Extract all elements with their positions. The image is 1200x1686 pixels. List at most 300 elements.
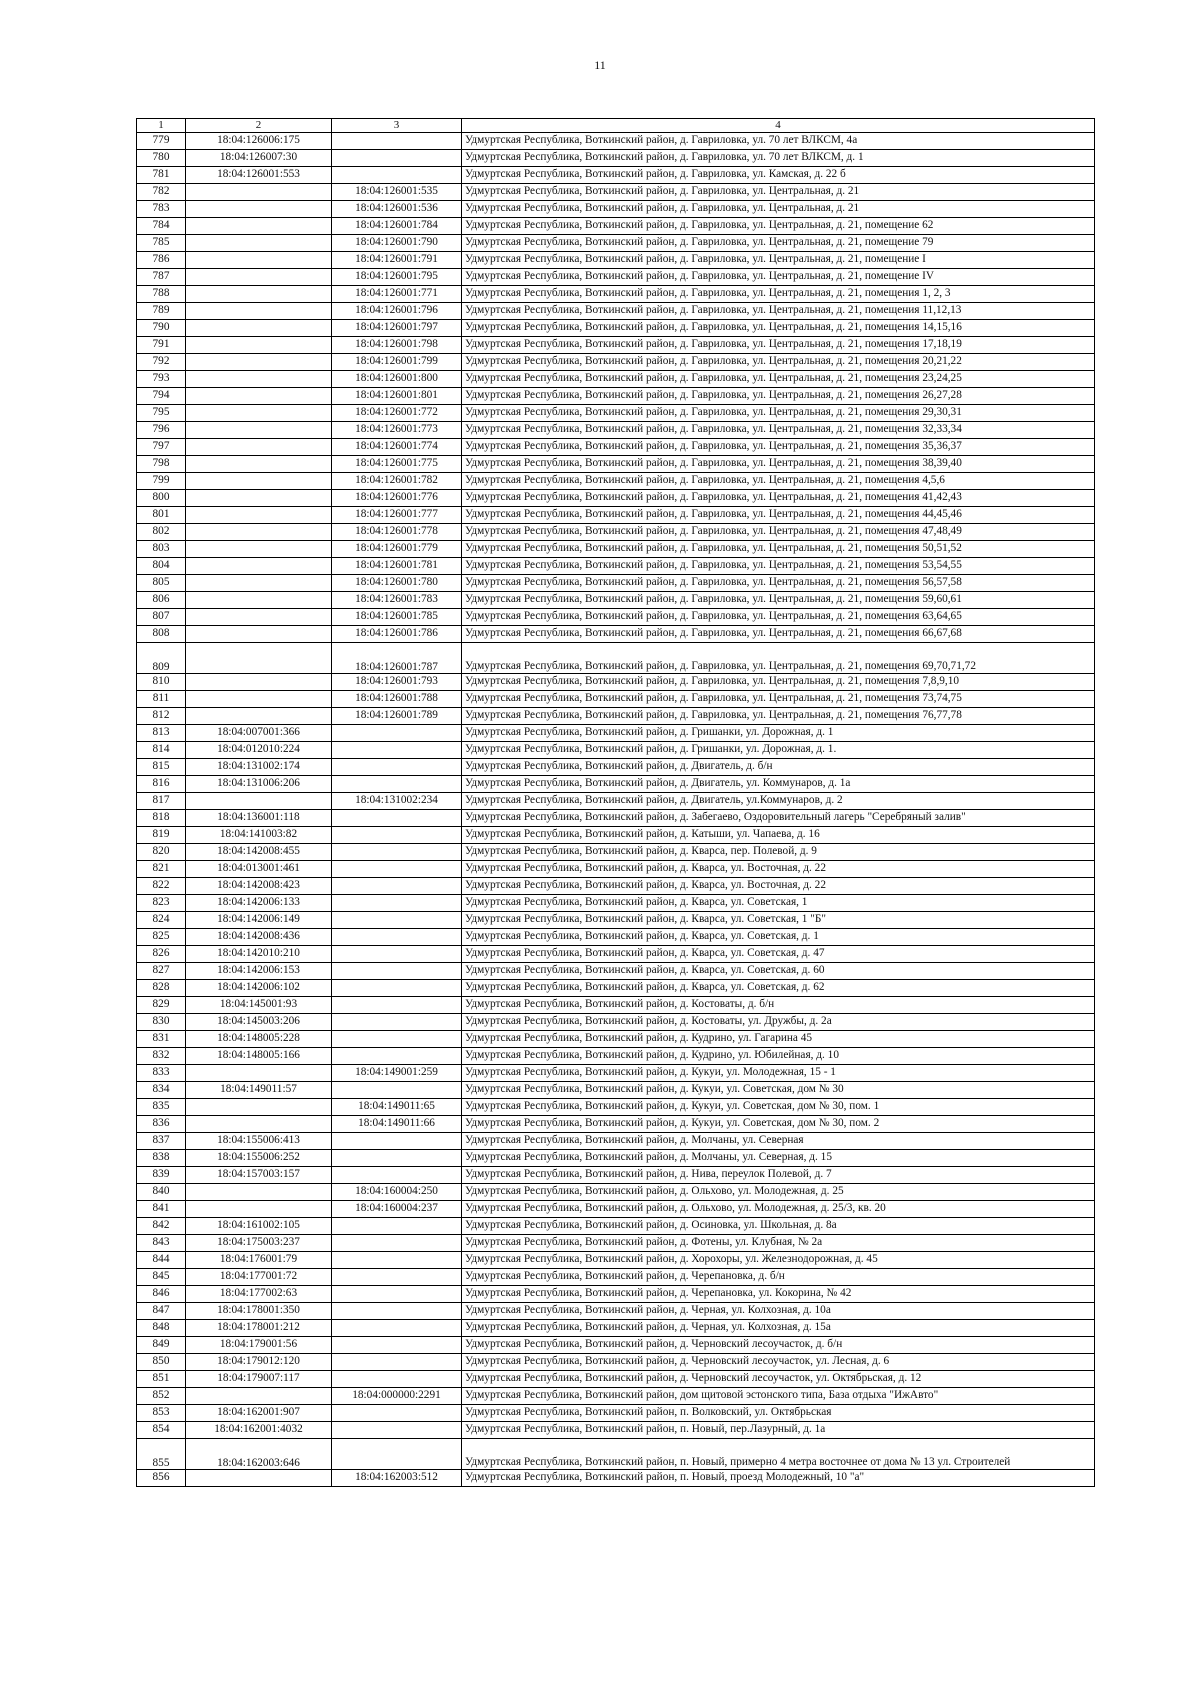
- address: Удмуртская Республика, Воткинский район, д. Кварса, ул. Советская, д. 60: [462, 963, 1095, 980]
- cadastral-number-land: [186, 405, 332, 422]
- cadastral-number-building: [332, 1082, 462, 1099]
- row-number: 786: [137, 252, 186, 269]
- cadastral-number-building: 18:04:126001:800: [332, 371, 462, 388]
- table-row: [137, 1286, 1095, 1303]
- table-row: [137, 1388, 1095, 1405]
- cadastral-number-building: 18:04:126001:786: [332, 626, 462, 643]
- table-row: [137, 286, 1095, 303]
- table-row: [137, 963, 1095, 980]
- address: Удмуртская Республика, Воткинский район, д. Гавриловка, ул. Центральная, д. 21, помещения 53,54,55: [462, 558, 1095, 575]
- address: Удмуртская Республика, Воткинский район, д. Гавриловка, ул. Центральная, д. 21, помещения 23,24,25: [462, 371, 1095, 388]
- cadastral-number-building: [332, 725, 462, 742]
- table-row: [137, 1252, 1095, 1269]
- table-row: [137, 1320, 1095, 1337]
- row-number: 793: [137, 371, 186, 388]
- address: Удмуртская Республика, Воткинский район, д. Катыши, ул. Чапаева, д. 16: [462, 827, 1095, 844]
- address: Удмуртская Республика, Воткинский район, д. Гавриловка, ул. Центральная, д. 21, помещения 66,67,68: [462, 626, 1095, 643]
- address: Удмуртская Республика, Воткинский район, д. Гавриловка, ул. Центральная, д. 21, помещения 63,64,65: [462, 609, 1095, 626]
- address: Удмуртская Республика, Воткинский район, д. Двигатель, ул. Коммунаров, д. 1а: [462, 776, 1095, 793]
- address: Удмуртская Республика, Воткинский район, д. Кудрино, ул. Юбилейная, д. 10: [462, 1048, 1095, 1065]
- row-number: 824: [137, 912, 186, 929]
- cadastral-number-land: [186, 541, 332, 558]
- cadastral-number-land: 18:04:162003:646: [186, 1439, 332, 1470]
- row-number: 804: [137, 558, 186, 575]
- cadastral-number-building: [332, 1337, 462, 1354]
- cadastral-number-land: 18:04:149011:57: [186, 1082, 332, 1099]
- cadastral-number-building: [332, 1235, 462, 1252]
- cadastral-number-building: [332, 1303, 462, 1320]
- address: Удмуртская Республика, Воткинский район, д. Кварса, ул. Советская, 1 "Б": [462, 912, 1095, 929]
- cadastral-number-building: [332, 1405, 462, 1422]
- cadastral-number-land: [186, 422, 332, 439]
- address: Удмуртская Республика, Воткинский район, д. Черная, ул. Колхозная, д. 15а: [462, 1320, 1095, 1337]
- cadastral-number-land: 18:04:155006:413: [186, 1133, 332, 1150]
- table-header-row: [137, 119, 1095, 133]
- row-number: 809: [137, 643, 186, 674]
- row-number: 847: [137, 1303, 186, 1320]
- cadastral-number-building: [332, 1269, 462, 1286]
- address: Удмуртская Республика, Воткинский район, д. Двигатель, ул.Коммунаров, д. 2: [462, 793, 1095, 810]
- table-row: [137, 1116, 1095, 1133]
- cadastral-number-land: [186, 218, 332, 235]
- row-number: 844: [137, 1252, 186, 1269]
- cadastral-number-building: 18:04:126001:772: [332, 405, 462, 422]
- cadastral-number-building: [332, 1252, 462, 1269]
- cadastral-number-land: 18:04:142006:149: [186, 912, 332, 929]
- address: Удмуртская Республика, Воткинский район, д. Гавриловка, ул. Центральная, д. 21, помещения 1, 2, 3: [462, 286, 1095, 303]
- address: Удмуртская Республика, Воткинский район, д. Гавриловка, ул. Центральная, д. 21: [462, 184, 1095, 201]
- cadastral-number-land: 18:04:131006:206: [186, 776, 332, 793]
- cadastral-number-land: [186, 1065, 332, 1082]
- cadastral-number-land: [186, 473, 332, 490]
- cadastral-number-building: [332, 742, 462, 759]
- cadastral-number-land: [186, 354, 332, 371]
- cadastral-number-land: 18:04:179007:117: [186, 1371, 332, 1388]
- row-number: 806: [137, 592, 186, 609]
- cadastral-number-land: [186, 269, 332, 286]
- address: Удмуртская Республика, Воткинский район, д. Черепановка, ул. Кокорина, № 42: [462, 1286, 1095, 1303]
- address: Удмуртская Республика, Воткинский район, д. Кварса, ул. Советская, д. 1: [462, 929, 1095, 946]
- cadastral-number-land: 18:04:145001:93: [186, 997, 332, 1014]
- table-row: [137, 827, 1095, 844]
- table-row: [137, 1235, 1095, 1252]
- row-number: 791: [137, 337, 186, 354]
- address: Удмуртская Республика, Воткинский район, д. Гавриловка, ул. Центральная, д. 21, помещения 14,15,16: [462, 320, 1095, 337]
- cadastral-number-building: 18:04:126001:795: [332, 269, 462, 286]
- address: Удмуртская Республика, Воткинский район, д. Кудрино, ул. Гагарина 45: [462, 1031, 1095, 1048]
- cadastral-number-building: 18:04:126001:791: [332, 252, 462, 269]
- cadastral-number-building: 18:04:126001:797: [332, 320, 462, 337]
- address: Удмуртская Республика, Воткинский район, д. Кукуи, ул. Молодежная, 15 - 1: [462, 1065, 1095, 1082]
- row-number: 788: [137, 286, 186, 303]
- cadastral-number-land: 18:04:157003:157: [186, 1167, 332, 1184]
- cadastral-number-building: 18:04:126001:788: [332, 691, 462, 708]
- address: Удмуртская Республика, Воткинский район, д. Кварса, ул. Советская, д. 47: [462, 946, 1095, 963]
- address: Удмуртская Республика, Воткинский район, д. Двигатель, д. б/н: [462, 759, 1095, 776]
- cadastral-number-land: 18:04:177001:72: [186, 1269, 332, 1286]
- cadastral-number-building: 18:04:126001:780: [332, 575, 462, 592]
- cadastral-number-land: 18:04:178001:350: [186, 1303, 332, 1320]
- row-number: 839: [137, 1167, 186, 1184]
- cadastral-number-land: 18:04:162001:907: [186, 1405, 332, 1422]
- cadastral-number-building: 18:04:126001:773: [332, 422, 462, 439]
- cadastral-number-land: 18:04:145003:206: [186, 1014, 332, 1031]
- cadastral-number-land: [186, 793, 332, 810]
- cadastral-number-building: 18:04:162003:512: [332, 1470, 462, 1487]
- cadastral-number-land: 18:04:141003:82: [186, 827, 332, 844]
- table-row: [137, 1470, 1095, 1487]
- address: Удмуртская Республика, Воткинский район, д. Гавриловка, ул. Центральная, д. 21, помещения 47,48,49: [462, 524, 1095, 541]
- address: Удмуртская Республика, Воткинский район, п. Новый, пер.Лазурный, д. 1а: [462, 1422, 1095, 1439]
- address: Удмуртская Республика, Воткинский район, д. Гавриловка, ул. Центральная, д. 21, помещения 20,21,22: [462, 354, 1095, 371]
- table-row: [137, 1133, 1095, 1150]
- cadastral-number-land: [186, 490, 332, 507]
- table-row: [137, 422, 1095, 439]
- row-number: 829: [137, 997, 186, 1014]
- table-row: [137, 844, 1095, 861]
- cadastral-number-land: 18:04:142006:102: [186, 980, 332, 997]
- table-row: [137, 184, 1095, 201]
- table-row: [137, 793, 1095, 810]
- cadastral-number-building: 18:04:126001:796: [332, 303, 462, 320]
- row-number: 830: [137, 1014, 186, 1031]
- table-body: [137, 133, 1095, 1487]
- cadastral-number-building: [332, 1422, 462, 1439]
- row-number: 782: [137, 184, 186, 201]
- cadastral-number-land: 18:04:142008:436: [186, 929, 332, 946]
- cadastral-number-building: 18:04:126001:778: [332, 524, 462, 541]
- address: Удмуртская Республика, Воткинский район, д. Черная, ул. Колхозная, д. 10а: [462, 1303, 1095, 1320]
- cadastral-number-building: 18:04:126001:799: [332, 354, 462, 371]
- table-row: [137, 252, 1095, 269]
- cadastral-number-building: 18:04:126001:781: [332, 558, 462, 575]
- table-row: [137, 878, 1095, 895]
- column-header-4: 4: [462, 119, 1095, 133]
- address: Удмуртская Республика, Воткинский район, д. Гавриловка, ул. Центральная, д. 21, помещения 11,12,13: [462, 303, 1095, 320]
- row-number: 794: [137, 388, 186, 405]
- cadastral-number-building: [332, 1048, 462, 1065]
- row-number: 801: [137, 507, 186, 524]
- row-number: 828: [137, 980, 186, 997]
- row-number: 842: [137, 1218, 186, 1235]
- cadastral-number-building: 18:04:160004:250: [332, 1184, 462, 1201]
- cadastral-number-land: 18:04:013001:461: [186, 861, 332, 878]
- table-row: [137, 776, 1095, 793]
- cadastral-number-land: 18:04:012010:224: [186, 742, 332, 759]
- cadastral-number-land: [186, 691, 332, 708]
- cadastral-number-land: [186, 337, 332, 354]
- cadastral-number-building: 18:04:126001:771: [332, 286, 462, 303]
- cadastral-number-building: 18:04:126001:536: [332, 201, 462, 218]
- address: Удмуртская Республика, Воткинский район, д. Кукуи, ул. Советская, дом № 30: [462, 1082, 1095, 1099]
- address: Удмуртская Республика, Воткинский район, д. Кварса, ул. Восточная, д. 22: [462, 861, 1095, 878]
- table-row: [137, 1048, 1095, 1065]
- row-number: 790: [137, 320, 186, 337]
- cadastral-number-building: [332, 167, 462, 184]
- cadastral-number-building: 18:04:160004:237: [332, 1201, 462, 1218]
- cadastral-number-land: 18:04:178001:212: [186, 1320, 332, 1337]
- cadastral-number-building: [332, 1031, 462, 1048]
- address: Удмуртская Республика, Воткинский район, д. Гавриловка, ул. Центральная, д. 21, помещения 32,33,34: [462, 422, 1095, 439]
- row-number: 852: [137, 1388, 186, 1405]
- cadastral-number-building: [332, 997, 462, 1014]
- table-row: [137, 1184, 1095, 1201]
- row-number: 845: [137, 1269, 186, 1286]
- address: Удмуртская Республика, Воткинский район, д. Гришанки, ул. Дорожная, д. 1.: [462, 742, 1095, 759]
- cadastral-number-land: [186, 674, 332, 691]
- cadastral-number-building: [332, 827, 462, 844]
- table-row: [137, 1218, 1095, 1235]
- address: Удмуртская Республика, Воткинский район, д. Гавриловка, ул. Камская, д. 22 б: [462, 167, 1095, 184]
- row-number: 802: [137, 524, 186, 541]
- table-row: [137, 371, 1095, 388]
- address: Удмуртская Республика, Воткинский район, д. Гавриловка, ул. Центральная, д. 21, помещения 44,45,46: [462, 507, 1095, 524]
- table-row: [137, 541, 1095, 558]
- row-number: 784: [137, 218, 186, 235]
- cadastral-number-land: [186, 708, 332, 725]
- cadastral-number-land: [186, 1388, 332, 1405]
- table-row: [137, 320, 1095, 337]
- address: Удмуртская Республика, Воткинский район, д. Гавриловка, ул. Центральная, д. 21, помещение I: [462, 252, 1095, 269]
- row-number: 820: [137, 844, 186, 861]
- cadastral-number-building: [332, 759, 462, 776]
- cadastral-number-land: [186, 252, 332, 269]
- row-number: 827: [137, 963, 186, 980]
- cadastral-number-land: [186, 558, 332, 575]
- row-number: 787: [137, 269, 186, 286]
- cadastral-number-building: [332, 861, 462, 878]
- row-number: 832: [137, 1048, 186, 1065]
- cadastral-number-building: 18:04:126001:779: [332, 541, 462, 558]
- cadastral-number-land: [186, 286, 332, 303]
- address: Удмуртская Республика, Воткинский район, д. Кварса, ул. Советская, д. 62: [462, 980, 1095, 997]
- address: Удмуртская Республика, Воткинский район, д. Гавриловка, ул. Центральная, д. 21, помещения 73,74,75: [462, 691, 1095, 708]
- table-row: [137, 201, 1095, 218]
- address: Удмуртская Республика, Воткинский район, д. Гришанки, ул. Дорожная, д. 1: [462, 725, 1095, 742]
- table-row: [137, 592, 1095, 609]
- table-row: [137, 997, 1095, 1014]
- cadastral-number-building: 18:04:126001:789: [332, 708, 462, 725]
- table-row: [137, 1405, 1095, 1422]
- cadastral-number-building: [332, 1014, 462, 1031]
- cadastral-number-building: [332, 1286, 462, 1303]
- cadastral-number-land: 18:04:131002:174: [186, 759, 332, 776]
- address: Удмуртская Республика, Воткинский район, д. Нива, переулок Полевой, д. 7: [462, 1167, 1095, 1184]
- table-row: [137, 759, 1095, 776]
- cadastral-number-building: 18:04:126001:801: [332, 388, 462, 405]
- row-number: 819: [137, 827, 186, 844]
- cadastral-number-land: 18:04:126006:175: [186, 133, 332, 150]
- cadastral-number-land: [186, 439, 332, 456]
- address: Удмуртская Республика, Воткинский район, д. Молчаны, ул. Северная, д. 15: [462, 1150, 1095, 1167]
- table-row: [137, 708, 1095, 725]
- row-number: 792: [137, 354, 186, 371]
- cadastral-number-land: [186, 592, 332, 609]
- row-number: 779: [137, 133, 186, 150]
- cadastral-number-land: 18:04:148005:228: [186, 1031, 332, 1048]
- cadastral-number-land: [186, 609, 332, 626]
- address: Удмуртская Республика, Воткинский район, дом щитовой эстонского типа, База отдыха "ИжАвто": [462, 1388, 1095, 1405]
- cadastral-number-building: [332, 980, 462, 997]
- row-number: 800: [137, 490, 186, 507]
- table-row: [137, 691, 1095, 708]
- page-number: 11: [594, 58, 606, 72]
- property-registry-table: [136, 118, 1095, 1487]
- row-number: 856: [137, 1470, 186, 1487]
- table-row: [137, 725, 1095, 742]
- row-number: 798: [137, 456, 186, 473]
- cadastral-number-land: 18:04:126001:553: [186, 167, 332, 184]
- row-number: 836: [137, 1116, 186, 1133]
- cadastral-number-building: [332, 929, 462, 946]
- row-number: 796: [137, 422, 186, 439]
- row-number: 831: [137, 1031, 186, 1048]
- address: Удмуртская Республика, Воткинский район, д. Гавриловка, ул. Центральная, д. 21, помещения 59,60,61: [462, 592, 1095, 609]
- row-number: 843: [137, 1235, 186, 1252]
- cadastral-number-land: 18:04:179001:56: [186, 1337, 332, 1354]
- table-row: [137, 1371, 1095, 1388]
- table-row: [137, 439, 1095, 456]
- row-number: 815: [137, 759, 186, 776]
- column-header-3: 3: [332, 119, 462, 133]
- address: Удмуртская Республика, Воткинский район, д. Гавриловка, ул. Центральная, д. 21, помещения 38,39,40: [462, 456, 1095, 473]
- cadastral-number-building: 18:04:126001:784: [332, 218, 462, 235]
- table-row: [137, 337, 1095, 354]
- table-row: [137, 354, 1095, 371]
- table-row: [137, 235, 1095, 252]
- cadastral-number-building: [332, 895, 462, 912]
- address: Удмуртская Республика, Воткинский район, д. Гавриловка, ул. Центральная, д. 21, помещения 17,18,19: [462, 337, 1095, 354]
- cadastral-number-land: [186, 371, 332, 388]
- table-row: [137, 1031, 1095, 1048]
- cadastral-number-building: 18:04:126001:535: [332, 184, 462, 201]
- cadastral-number-land: [186, 1470, 332, 1487]
- address: Удмуртская Республика, Воткинский район, д. Гавриловка, ул. Центральная, д. 21, помещения 29,30,31: [462, 405, 1095, 422]
- table-row: [137, 674, 1095, 691]
- address: Удмуртская Республика, Воткинский район, д. Черепановка, д. б/н: [462, 1269, 1095, 1286]
- cadastral-number-building: 18:04:126001:798: [332, 337, 462, 354]
- table-row: [137, 1099, 1095, 1116]
- row-number: 816: [137, 776, 186, 793]
- cadastral-number-land: 18:04:142008:423: [186, 878, 332, 895]
- cadastral-number-land: [186, 235, 332, 252]
- address: Удмуртская Республика, Воткинский район, д. Черновский лесоучасток, д. б/н: [462, 1337, 1095, 1354]
- row-number: 853: [137, 1405, 186, 1422]
- address: Удмуртская Республика, Воткинский район, д. Хорохоры, ул. Железнодорожная, д. 45: [462, 1252, 1095, 1269]
- cadastral-number-land: 18:04:142010:210: [186, 946, 332, 963]
- cadastral-number-land: [186, 507, 332, 524]
- row-number: 812: [137, 708, 186, 725]
- row-number: 846: [137, 1286, 186, 1303]
- row-number: 814: [137, 742, 186, 759]
- cadastral-number-building: 18:04:126001:790: [332, 235, 462, 252]
- cadastral-number-building: [332, 1354, 462, 1371]
- row-number: 807: [137, 609, 186, 626]
- cadastral-number-land: 18:04:148005:166: [186, 1048, 332, 1065]
- address: Удмуртская Республика, Воткинский район, п. Новый, примерно 4 метра восточнее от дома № 13 ул. Строителей: [462, 1439, 1095, 1470]
- table-row: [137, 912, 1095, 929]
- cadastral-number-land: 18:04:136001:118: [186, 810, 332, 827]
- table-row: [137, 1303, 1095, 1320]
- cadastral-number-building: 18:04:126001:793: [332, 674, 462, 691]
- table-row: [137, 810, 1095, 827]
- table-row: [137, 456, 1095, 473]
- cadastral-number-building: 18:04:000000:2291: [332, 1388, 462, 1405]
- table-row: [137, 150, 1095, 167]
- address: Удмуртская Республика, Воткинский район, д. Гавриловка, ул. Центральная, д. 21, помещение 79: [462, 235, 1095, 252]
- row-number: 823: [137, 895, 186, 912]
- table-row: [137, 1014, 1095, 1031]
- cadastral-number-building: [332, 1320, 462, 1337]
- table-row: [137, 507, 1095, 524]
- cadastral-number-land: [186, 524, 332, 541]
- table-row: [137, 895, 1095, 912]
- row-number: 825: [137, 929, 186, 946]
- address: Удмуртская Республика, Воткинский район, д. Кварса, ул. Восточная, д. 22: [462, 878, 1095, 895]
- cadastral-number-land: [186, 1184, 332, 1201]
- cadastral-number-land: 18:04:177002:63: [186, 1286, 332, 1303]
- row-number: 850: [137, 1354, 186, 1371]
- table-row: [137, 1354, 1095, 1371]
- row-number: 848: [137, 1320, 186, 1337]
- address: Удмуртская Республика, Воткинский район, д. Гавриловка, ул. Центральная, д. 21, помещения 50,51,52: [462, 541, 1095, 558]
- row-number: 851: [137, 1371, 186, 1388]
- table-row: [137, 558, 1095, 575]
- address: Удмуртская Республика, Воткинский район, д. Гавриловка, ул. Центральная, д. 21, помещения 4,5,6: [462, 473, 1095, 490]
- address: Удмуртская Республика, Воткинский район, д. Забегаево, Оздоровительный лагерь "Серебряный залив": [462, 810, 1095, 827]
- address: Удмуртская Республика, Воткинский район, д. Гавриловка, ул. Центральная, д. 21, помещение 62: [462, 218, 1095, 235]
- address: Удмуртская Республика, Воткинский район, д. Гавриловка, ул. Центральная, д. 21, помещения 35,36,37: [462, 439, 1095, 456]
- address: Удмуртская Республика, Воткинский район, п. Новый, проезд Молодежный, 10 "а": [462, 1470, 1095, 1487]
- row-number: 799: [137, 473, 186, 490]
- row-number: 817: [137, 793, 186, 810]
- cadastral-number-building: 18:04:126001:775: [332, 456, 462, 473]
- address: Удмуртская Республика, Воткинский район, д. Гавриловка, ул. 70 лет ВЛКСМ, 4а: [462, 133, 1095, 150]
- cadastral-number-building: [332, 133, 462, 150]
- table-row: [137, 473, 1095, 490]
- address: Удмуртская Республика, Воткинский район, д. Гавриловка, ул. Центральная, д. 21: [462, 201, 1095, 218]
- cadastral-number-building: 18:04:126001:787: [332, 643, 462, 674]
- cadastral-number-land: [186, 201, 332, 218]
- address: Удмуртская Республика, Воткинский район, д. Кварса, ул. Советская, 1: [462, 895, 1095, 912]
- row-number: 805: [137, 575, 186, 592]
- row-number: 803: [137, 541, 186, 558]
- column-header-1: 1: [137, 119, 186, 133]
- row-number: 840: [137, 1184, 186, 1201]
- cadastral-number-land: 18:04:142006:153: [186, 963, 332, 980]
- cadastral-number-building: [332, 1167, 462, 1184]
- address: Удмуртская Республика, Воткинский район, д. Гавриловка, ул. Центральная, д. 21, помещения 7,8,9,10: [462, 674, 1095, 691]
- table-row: [137, 133, 1095, 150]
- cadastral-number-land: 18:04:142008:455: [186, 844, 332, 861]
- cadastral-number-land: 18:04:007001:366: [186, 725, 332, 742]
- column-header-2: 2: [186, 119, 332, 133]
- table-row: [137, 167, 1095, 184]
- cadastral-number-building: 18:04:126001:777: [332, 507, 462, 524]
- row-number: 818: [137, 810, 186, 827]
- address: Удмуртская Республика, Воткинский район, д. Осиновка, ул. Школьная, д. 8а: [462, 1218, 1095, 1235]
- row-number: 808: [137, 626, 186, 643]
- row-number: 780: [137, 150, 186, 167]
- row-number: 835: [137, 1099, 186, 1116]
- address: Удмуртская Республика, Воткинский район, п. Волковский, ул. Октябрьская: [462, 1405, 1095, 1422]
- cadastral-number-building: 18:04:149011:66: [332, 1116, 462, 1133]
- row-number: 854: [137, 1422, 186, 1439]
- cadastral-number-land: [186, 388, 332, 405]
- table-row: [137, 929, 1095, 946]
- row-number: 826: [137, 946, 186, 963]
- address: Удмуртская Республика, Воткинский район, д. Фотены, ул. Клубная, № 2а: [462, 1235, 1095, 1252]
